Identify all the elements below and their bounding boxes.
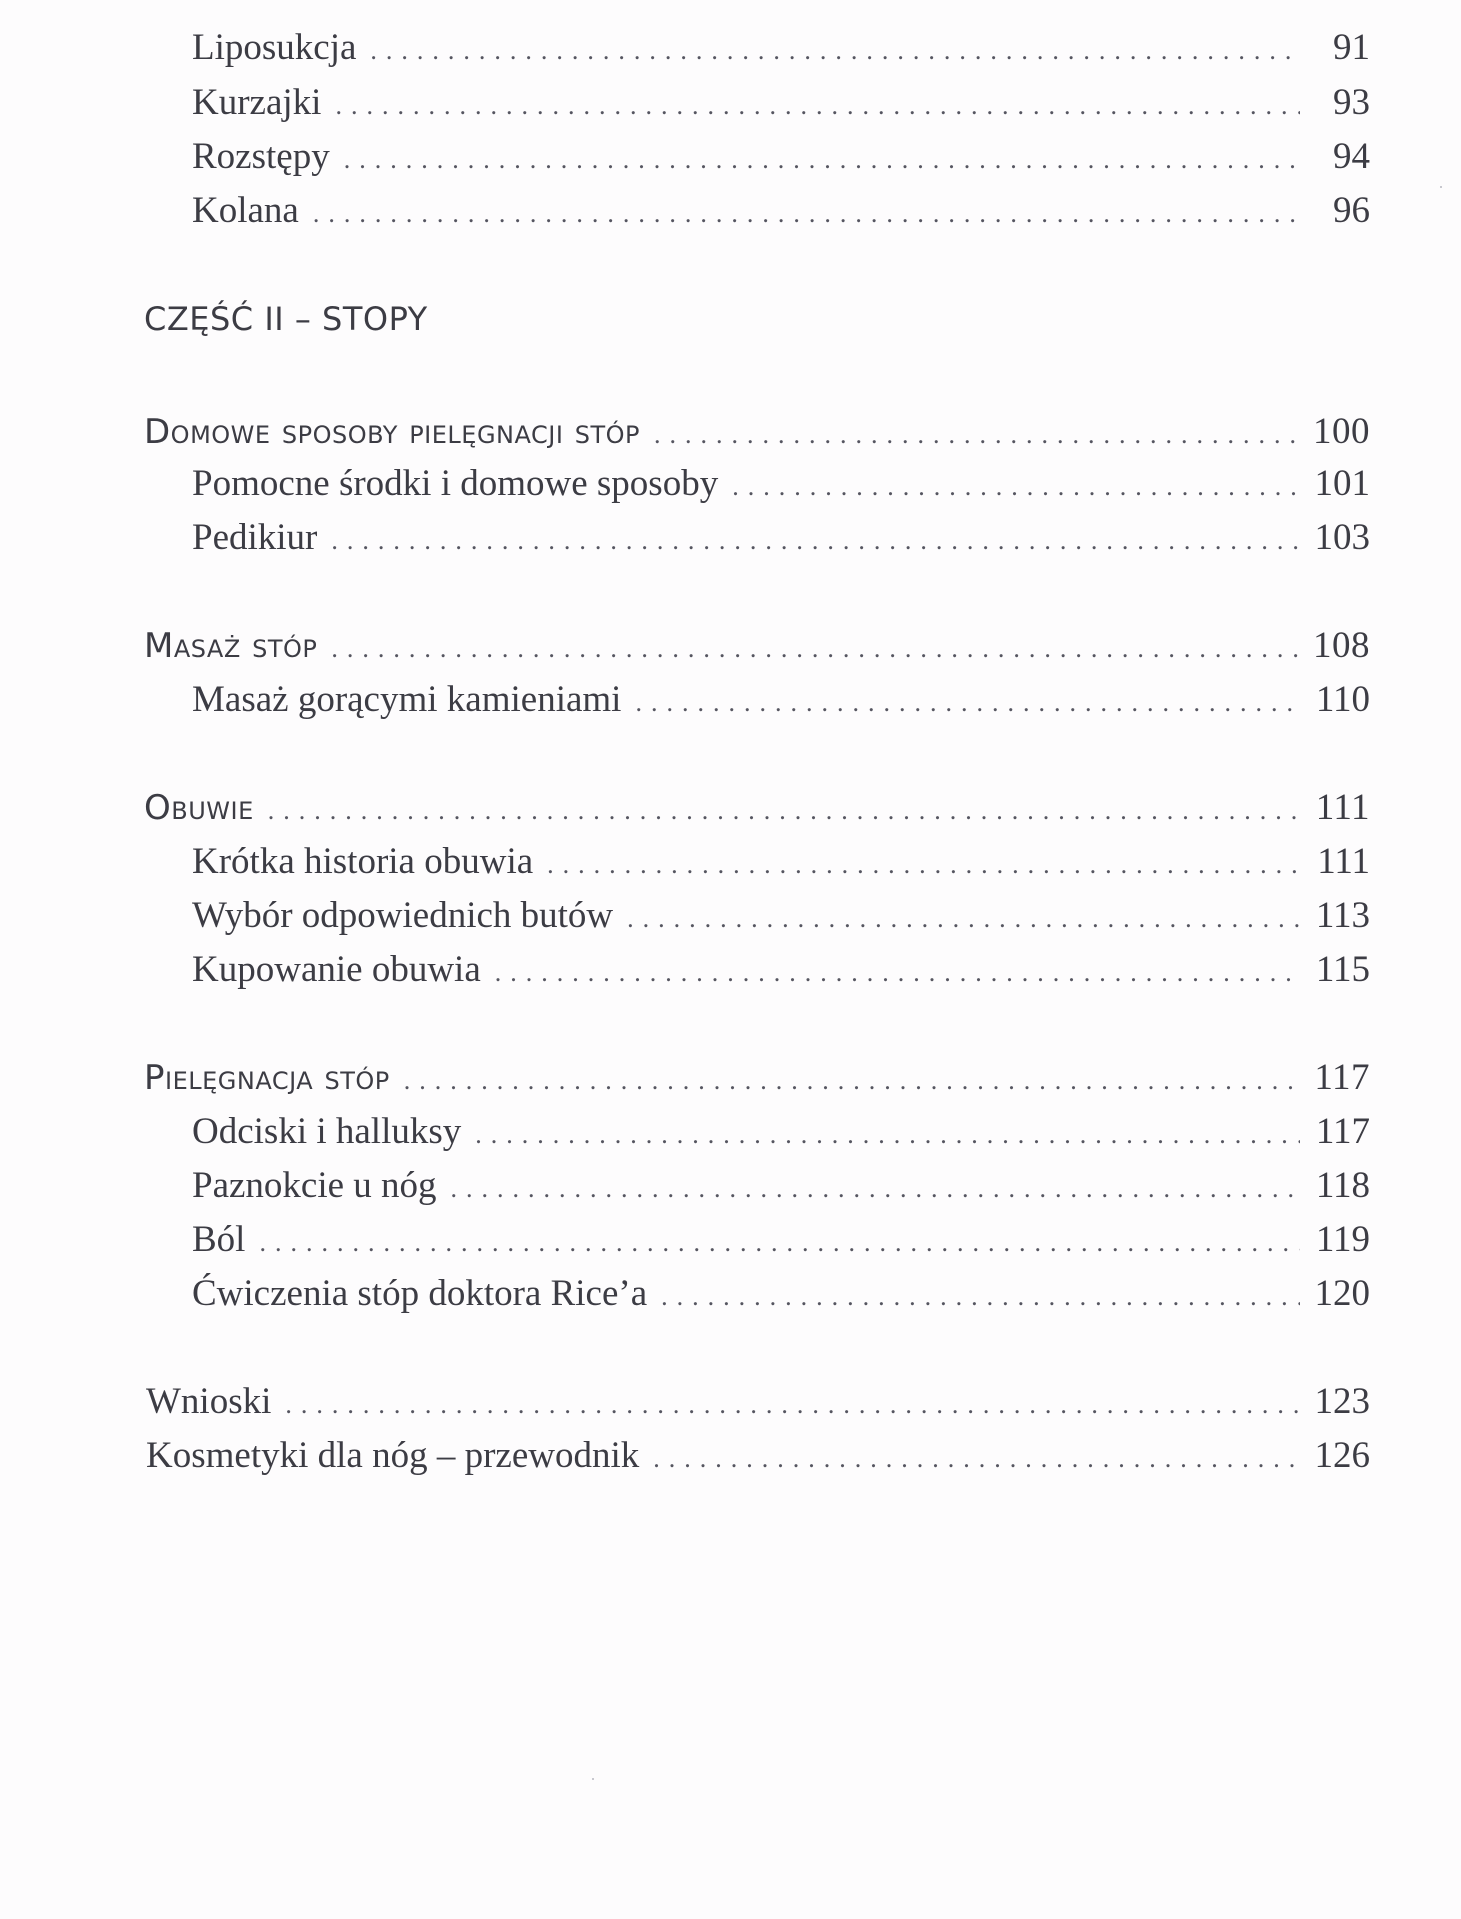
toc-entry-title: Kupowanie obuwia	[192, 949, 481, 990]
dot-leader	[335, 91, 1300, 121]
toc-entry	[192, 1110, 1370, 1164]
dot-leader	[475, 1120, 1300, 1150]
toc-entry	[192, 516, 1370, 570]
toc-entry-page: 113	[1315, 895, 1370, 936]
toc-entry	[192, 81, 1370, 135]
toc-entry-title: Kosmetyki dla nóg – przewodnik	[146, 1435, 640, 1476]
toc-entry-title: Ćwiczenia stóp doktora Rice’a	[192, 1273, 648, 1314]
toc-entry-title: Odciski i halluksy	[192, 1111, 462, 1152]
toc-entry	[192, 462, 1370, 516]
toc-chapter-page: 117	[1314, 1057, 1370, 1098]
toc-entry-page: 115	[1315, 949, 1370, 990]
toc-entry-page: 119	[1315, 1219, 1370, 1260]
toc-chapter-page: 100	[1313, 411, 1370, 452]
toc-chapter-page: 111	[1315, 787, 1370, 828]
toc-entry-page: 123	[1314, 1381, 1370, 1422]
toc-chapter	[144, 624, 1370, 678]
toc-entry-title: Kurzajki	[192, 82, 322, 123]
dot-leader	[404, 1066, 1300, 1096]
toc-entry	[192, 678, 1370, 732]
toc-entry	[192, 26, 1370, 80]
toc-entry	[146, 1380, 1370, 1434]
toc-entry	[192, 894, 1370, 948]
dot-leader	[313, 199, 1300, 229]
toc-chapter-title: Domowe sposoby pielęgnacji stóp	[144, 412, 640, 452]
toc-entry	[192, 840, 1370, 894]
dot-leader	[370, 36, 1300, 66]
toc-entry	[192, 189, 1370, 243]
part-heading: CZĘŚĆ II – STOPY	[144, 300, 428, 338]
toc-entry-page: 94	[1333, 136, 1370, 177]
toc-entry-title: Wybór odpowiednich butów	[192, 895, 614, 936]
toc-chapter-title: Obuwie	[144, 788, 254, 828]
toc-entry-title: Pomocne środki i domowe sposoby	[192, 463, 719, 504]
toc-entry	[192, 948, 1370, 1002]
toc-entry-title: Paznokcie u nóg	[192, 1165, 437, 1206]
dot-leader	[732, 472, 1300, 502]
toc-entry-title: Masaż gorącymi kamieniami	[192, 679, 622, 720]
toc-chapter-title: Masaż stóp	[144, 626, 318, 666]
toc-chapter	[144, 410, 1370, 464]
scan-speck	[1440, 186, 1442, 188]
dot-leader	[635, 688, 1300, 718]
toc-entry	[192, 135, 1370, 189]
dot-leader	[344, 145, 1300, 175]
dot-leader	[285, 1390, 1300, 1420]
dot-leader	[268, 796, 1300, 826]
toc-entry	[192, 1164, 1370, 1218]
toc-entry	[192, 1218, 1370, 1272]
toc-chapter-title: Pielęgnacja stóp	[144, 1058, 390, 1098]
dot-leader	[627, 904, 1300, 934]
toc-entry-page: 120	[1314, 1273, 1370, 1314]
toc-entry-page: 118	[1315, 1165, 1370, 1206]
dot-leader	[495, 958, 1300, 988]
toc-entry-title: Kolana	[192, 190, 299, 231]
dot-leader	[451, 1174, 1300, 1204]
toc-entry-title: Pedikiur	[192, 517, 318, 558]
toc-entry-page: 117	[1315, 1111, 1370, 1152]
toc-entry-page: 91	[1333, 27, 1370, 68]
toc-entry-page: 93	[1333, 82, 1370, 123]
toc-entry-title: Liposukcja	[192, 27, 357, 68]
toc-chapter-page: 108	[1313, 625, 1370, 666]
scan-speck	[592, 1778, 594, 1780]
toc-entry-page: 101	[1314, 463, 1370, 504]
dot-leader	[331, 634, 1300, 664]
toc-chapter	[144, 786, 1370, 840]
toc-entry-page: 110	[1315, 679, 1370, 720]
toc-entry-title: Krótka historia obuwia	[192, 841, 534, 882]
toc-entry-page: 96	[1333, 190, 1370, 231]
toc-entry-title: Rozstępy	[192, 136, 330, 177]
toc-entry-page: 111	[1317, 841, 1370, 882]
toc-entry-page: 126	[1314, 1435, 1370, 1476]
dot-leader	[654, 420, 1300, 450]
dot-leader	[331, 526, 1300, 556]
dot-leader	[547, 850, 1300, 880]
toc-entry-page: 103	[1314, 517, 1370, 558]
toc-entry	[192, 1272, 1370, 1326]
dot-leader	[653, 1444, 1300, 1474]
toc-entry-title: Wnioski	[146, 1381, 272, 1422]
toc-entry	[146, 1434, 1370, 1488]
dot-leader	[661, 1282, 1300, 1312]
toc-entry-title: Ból	[192, 1219, 246, 1260]
toc-chapter	[144, 1056, 1370, 1110]
dot-leader	[259, 1228, 1300, 1258]
